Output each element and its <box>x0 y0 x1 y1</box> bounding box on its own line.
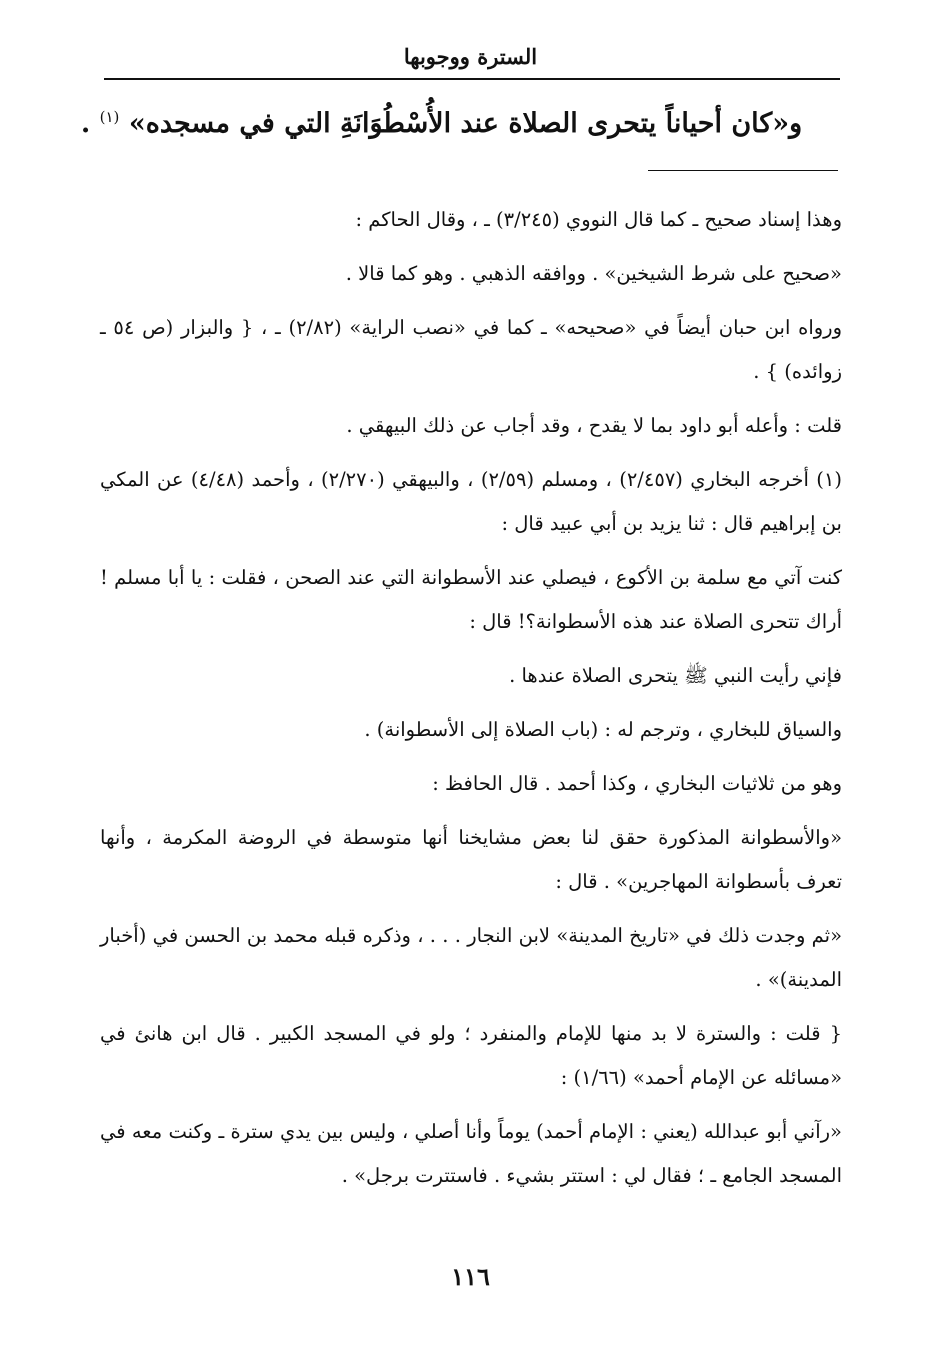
paragraph: { قلت : والسترة لا بد منها للإمام والمنفرد ؛ ولو في المسجد الكبير . قال ابن هانئ في «مسائله عن الإمام أحمد» (١/٦٦) : <box>100 1022 842 1089</box>
page-number: ١١٦ <box>451 1262 490 1291</box>
paragraph: كنت آتي مع سلمة بن الأكوع ، فيصلي عند الأسطوانة التي عند الصحن ، فقلت : يا أبا مسلم ! أراك تتحرى الصلاة عند هذه الأسطوانة؟! قال : <box>100 566 842 633</box>
paragraph: وهذا إسناد صحيح ـ كما قال النووي (٣/٢٤٥) ـ ، وقال الحاكم : <box>355 208 842 231</box>
hadith-end: . <box>80 108 91 139</box>
header-rule <box>104 78 840 80</box>
paragraph: «ثم وجدت ذلك في «تاريخ المدينة» لابن النجار . . . ، وذكره قبله محمد بن الحسن في (أخبار المدينة)» . <box>100 924 842 991</box>
heading-underline <box>648 170 838 171</box>
paragraph: والسياق للبخاري ، وترجم له : (باب الصلاة إلى الأسطوانة) . <box>364 718 842 741</box>
page-header-title: السترة ووجوبها <box>403 44 538 69</box>
paragraph: ورواه ابن حبان أيضاً في «صحيحه» ـ كما في «نصب الراية» (٢/٨٢) ـ ، { والبزار (ص ٥٤ ـ زوائده) } . <box>100 316 842 383</box>
paragraph: «والأسطوانة المذكورة حقق لنا بعض مشايخنا أنها متوسطة في الروضة المكرمة ، وأنها تعرف بأسطوانة المهاجرين» . قال : <box>100 826 842 893</box>
paragraph: فإني رأيت النبي ﷺ يتحرى الصلاة عندها . <box>509 664 842 687</box>
paragraph: «صحيح على شرط الشيخين» . ووافقه الذهبي . وهو كما قالا . <box>345 262 842 285</box>
hadith-heading <box>60 108 823 139</box>
hadith-text: و«كان أحياناً يتحرى الصلاة عند الأُسْطُوَانَةِ التي في مسجده» <box>128 108 803 139</box>
paragraph: وهو من ثلاثيات البخاري ، وكذا أحمد . قال الحافظ : <box>432 772 842 795</box>
paragraph: «رآني أبو عبدالله (يعني : الإمام أحمد) يوماً وأنا أصلي ، وليس بين يدي سترة ـ وكنت معه في المسجد الجامع ـ ؛ فقال لي : استتر بشيء . فاستترت برجل» . <box>100 1120 842 1187</box>
footnote-marker: (١) <box>99 108 120 126</box>
paragraph: قلت : وأعله أبو داود بما لا يقدح ، وقد أجاب عن ذلك البيهقي . <box>346 414 842 437</box>
footnote-paragraph: (١) أخرجه البخاري (٢/٤٥٧) ، ومسلم (٢/٥٩) ، والبيهقي (٢/٢٧٠) ، وأحمد (٤/٤٨) عن المكي بن إبراهيم قال : ثنا يزيد بن أبي عبيد قال : <box>100 468 842 535</box>
body-text <box>100 198 842 1208</box>
